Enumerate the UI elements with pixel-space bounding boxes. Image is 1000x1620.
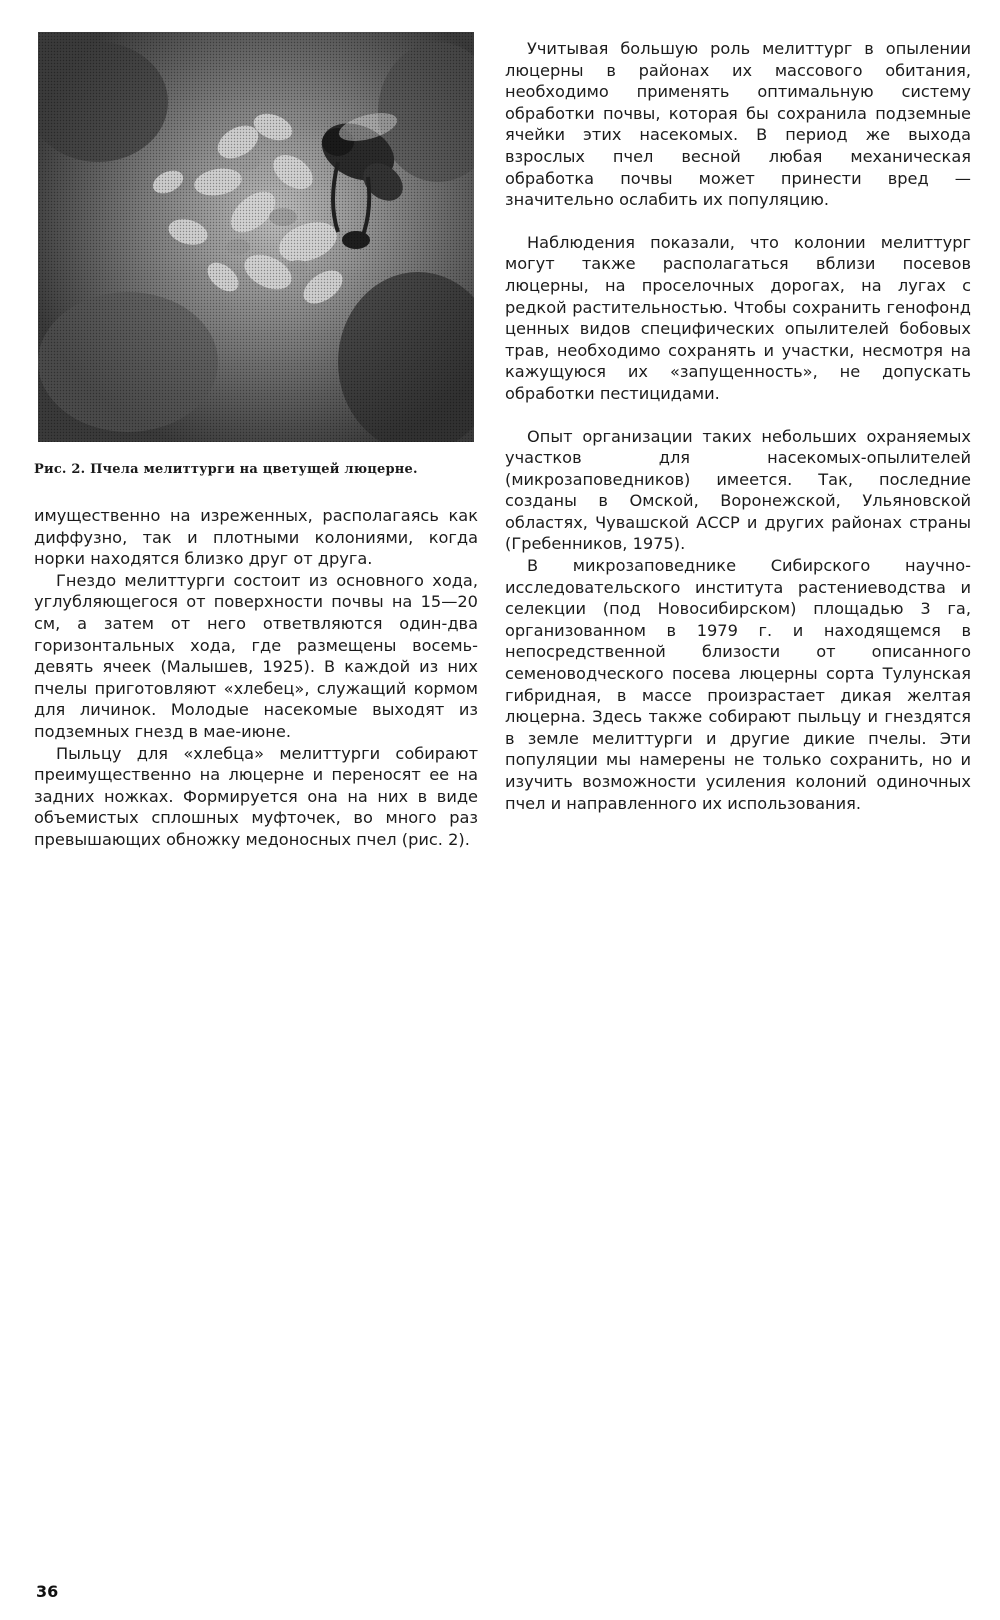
paragraph: Учитывая большую роль мелиттург в опылении люцерны в районах их массового обитания, необходимо применять оптимальную систему обработки почвы, которая бы сохранила подземные ячейки этих насекомых. В период же выхода взрослых пчел весной любая механическая обработка почвы может принести вред — значительно ослабить их популяцию.	[505, 39, 971, 210]
paragraph: В микрозаповеднике Сибирского научно-исследовательского института растениеводства и селекции (под Новосибирском) площадью 3 га, организованном в 1979 г. и находящемся в непосредственной близости от описанного семеноводческого посева люцерны сорта Тулунская гибридная, в массе произрастает дикая желтая люцерна. Здесь также собирают пыльцу и гнездятся в земле мелиттурги и другие дикие пчелы. Эти популяции мы намерены не только сохранить, но и изучить возможности усиления колоний одиночных пчел и направленного их использования.	[505, 556, 971, 813]
paragraph: Наблюдения показали, что колонии мелиттург могут также располагаться вблизи посевов люцерны, на проселочных дорогах, на лугах с редкой растительностью. Чтобы сохранить генофонд ценных видов специфических опылителей бобовых трав, необходимо сохранять и участки, несмотря на кажущуюся их «запущенность», не допускать обработки пестицидами.	[505, 232, 971, 403]
paragraph: Опыт организации таких небольших охраняемых участков для насекомых-опылителей (микрозаповедников) имеется. Так, последние созданы в Омской, Воронежской, Ульяновской областях, Чувашской АССР и других районах страны (Гребенников, 1975).	[505, 426, 971, 554]
paragraph: имущественно на изреженных, располагаясь как диффузно, так и плотными колониями, когда норки находятся близко друг от друга.	[34, 506, 478, 569]
figure-caption: Рис. 2. Пчела мелиттурги на цветущей люцерне.	[34, 462, 418, 477]
page-number: 36	[36, 1582, 59, 1601]
paragraph: Пыльцу для «хлебца» мелиттурги собирают преимущественно на люцерне и переносят ее на задних ножках. Формируется она на них в виде объемистых сплошных муфточек, во много раз превышающих обножку медоносных пчел (рис. 2).	[34, 743, 478, 849]
left-text-column	[34, 505, 478, 851]
bee-on-alfalfa-photo	[38, 32, 474, 442]
right-text-column	[505, 38, 971, 814]
paragraph: Гнездо мелиттурги состоит из основного хода, углубляющегося от поверхности почвы на 15—20 см, а затем от него ответвляются один-два горизонтальных хода, где размещены восемь-девять ячеек (Малышев, 1925). В каждой из них пчелы приготовляют «хлебец», служащий кормом для личинок. Молодые насекомые выходят из подземных гнезд в мае-июне.	[34, 570, 478, 741]
